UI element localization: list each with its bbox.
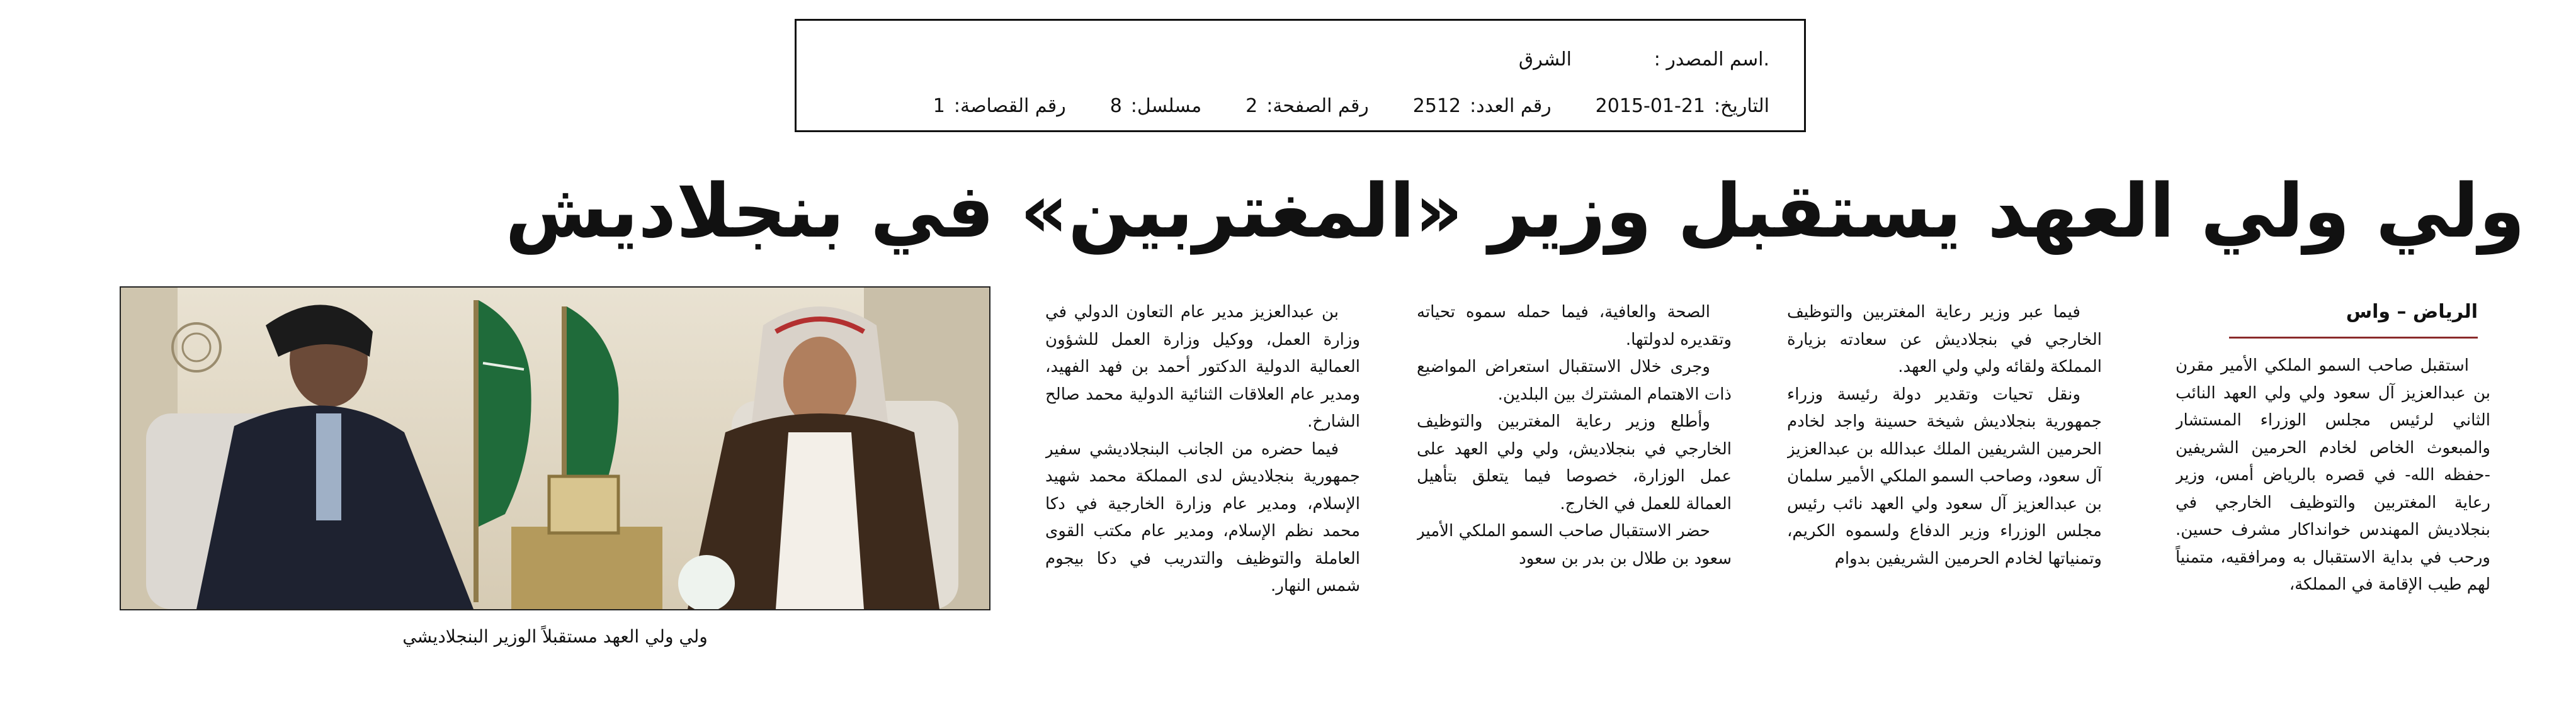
serial-value: 8	[1109, 95, 1122, 117]
article-column-2	[1787, 299, 2102, 676]
source-info-box	[795, 19, 1806, 132]
page-label: رقم الصفحة:	[1266, 95, 1369, 117]
date-value: 2015-01-21	[1595, 95, 1706, 117]
paragraph: ونقل تحيات وتقدير دولة رئيسة وزراء جمهورية بنجلاديش شيخة حسينة واجد لخادم الحرمين الشريفين الملك عبدالله بن عبدالعزيز آل سعود، وصاحب السمو الملكي الأمير سلمان بن عبدالعزيز آل سعود ولي العهد نائب رئيس مجلس الوزراء وزير الدفاع ولسموه الكريم، وتمنياتها لخادم الحرمين الشريفين بدوام	[1787, 384, 2102, 568]
paragraph: وأطلع وزير رعاية المغتربين والتوظيف الخارجي في بنجلاديش، ولي ولي العهد على عمل الوزارة، خصوصا فيما يتعلق بتأهيل العمالة للعمل في الخارج.	[1417, 412, 1732, 513]
clip-value: 1	[933, 95, 945, 117]
flag-pole-left	[474, 300, 479, 602]
issue-label: رقم العدد:	[1470, 95, 1552, 117]
side-table	[511, 527, 662, 609]
clip-label: رقم القصاصة:	[953, 95, 1066, 117]
source-label: .اسم المصدر :	[1654, 48, 1769, 70]
paragraph: وجرى خلال الاستقبال استعراض المواضيع ذات الاهتمام المشترك بين البلدين.	[1417, 357, 1732, 404]
paragraph: فيما عبر وزير رعاية المغتربين والتوظيف الخارجي في بنجلاديش عن سعادته بزيارة المملكة ولقائه ولي ولي العهد.	[1787, 303, 2102, 376]
article-column-4	[1045, 299, 1360, 676]
plant	[678, 555, 735, 609]
paragraph: بن عبدالعزيز مدير عام التعاون الدولي في وزارة العمل، ووكيل وزارة العمل للشؤون العمالية الدولية الدكتور أحمد بن فهد الفهيد، ومدير عام العلاقات الثنائية الدولية محمد صالح الشارخ.	[1045, 303, 1360, 431]
meta-row	[933, 95, 1769, 117]
article-photo	[120, 286, 990, 610]
paragraph: حضر الاستقبال صاحب السمو الملكي الأمير سعود بن طلال بن بدر بن سعود	[1417, 522, 1732, 568]
photo-frame	[549, 476, 618, 533]
paragraph: استقبل صاحب السمو الملكي الأمير مقرن بن عبدالعزيز آل سعود ولي ولي العهد النائب الثاني لرئيس مجلس الوزراء المستشار والمبعوث الخاص لخادم الحرمين الشريفين -حفظه الله- في قصره بالرياض أمس، وزير رعاية المغتربين والتوظيف الخارجي في بنجلاديش المهندس خوانداكار مشرف حسين. ورحب في بداية الاستقبال به ومرافقيه، متمنياً لهم طيب الإقامة في المملكة،	[2176, 356, 2490, 594]
dateline: الرياض – واس	[2229, 301, 2478, 339]
date-label: التاريخ:	[1714, 95, 1769, 117]
source-row	[1519, 48, 1769, 70]
paragraph: فيما حضره من الجانب البنجلاديشي سفير جمهورية بنجلاديش لدى المملكة محمد شهيد الإسلام، ومدير عام وزارة الخارجية في دكا محمد نظم الإسلام، ومدير عام مكتب القوى العاملة والتوظيف والتدريب في دكا بيجوم شمس النهار.	[1045, 439, 1360, 595]
paragraph: الصحة والعافية، فيما حمله سموه تحياته وتقديره لدولتها.	[1417, 303, 1732, 349]
page-value: 2	[1245, 95, 1258, 117]
serial-label: مسلسل:	[1130, 95, 1202, 117]
source-value: الشرق	[1518, 48, 1572, 70]
article-headline: ولي ولي العهد يستقبل وزير «المغتربين» في بنجلاديش	[505, 167, 2525, 254]
issue-value: 2512	[1412, 95, 1461, 117]
photo-caption: ولي ولي العهد مستقبلاً الوزير البنجلاديشي	[402, 626, 708, 647]
article-column-1	[2176, 352, 2490, 676]
article-column-3	[1417, 299, 1732, 676]
